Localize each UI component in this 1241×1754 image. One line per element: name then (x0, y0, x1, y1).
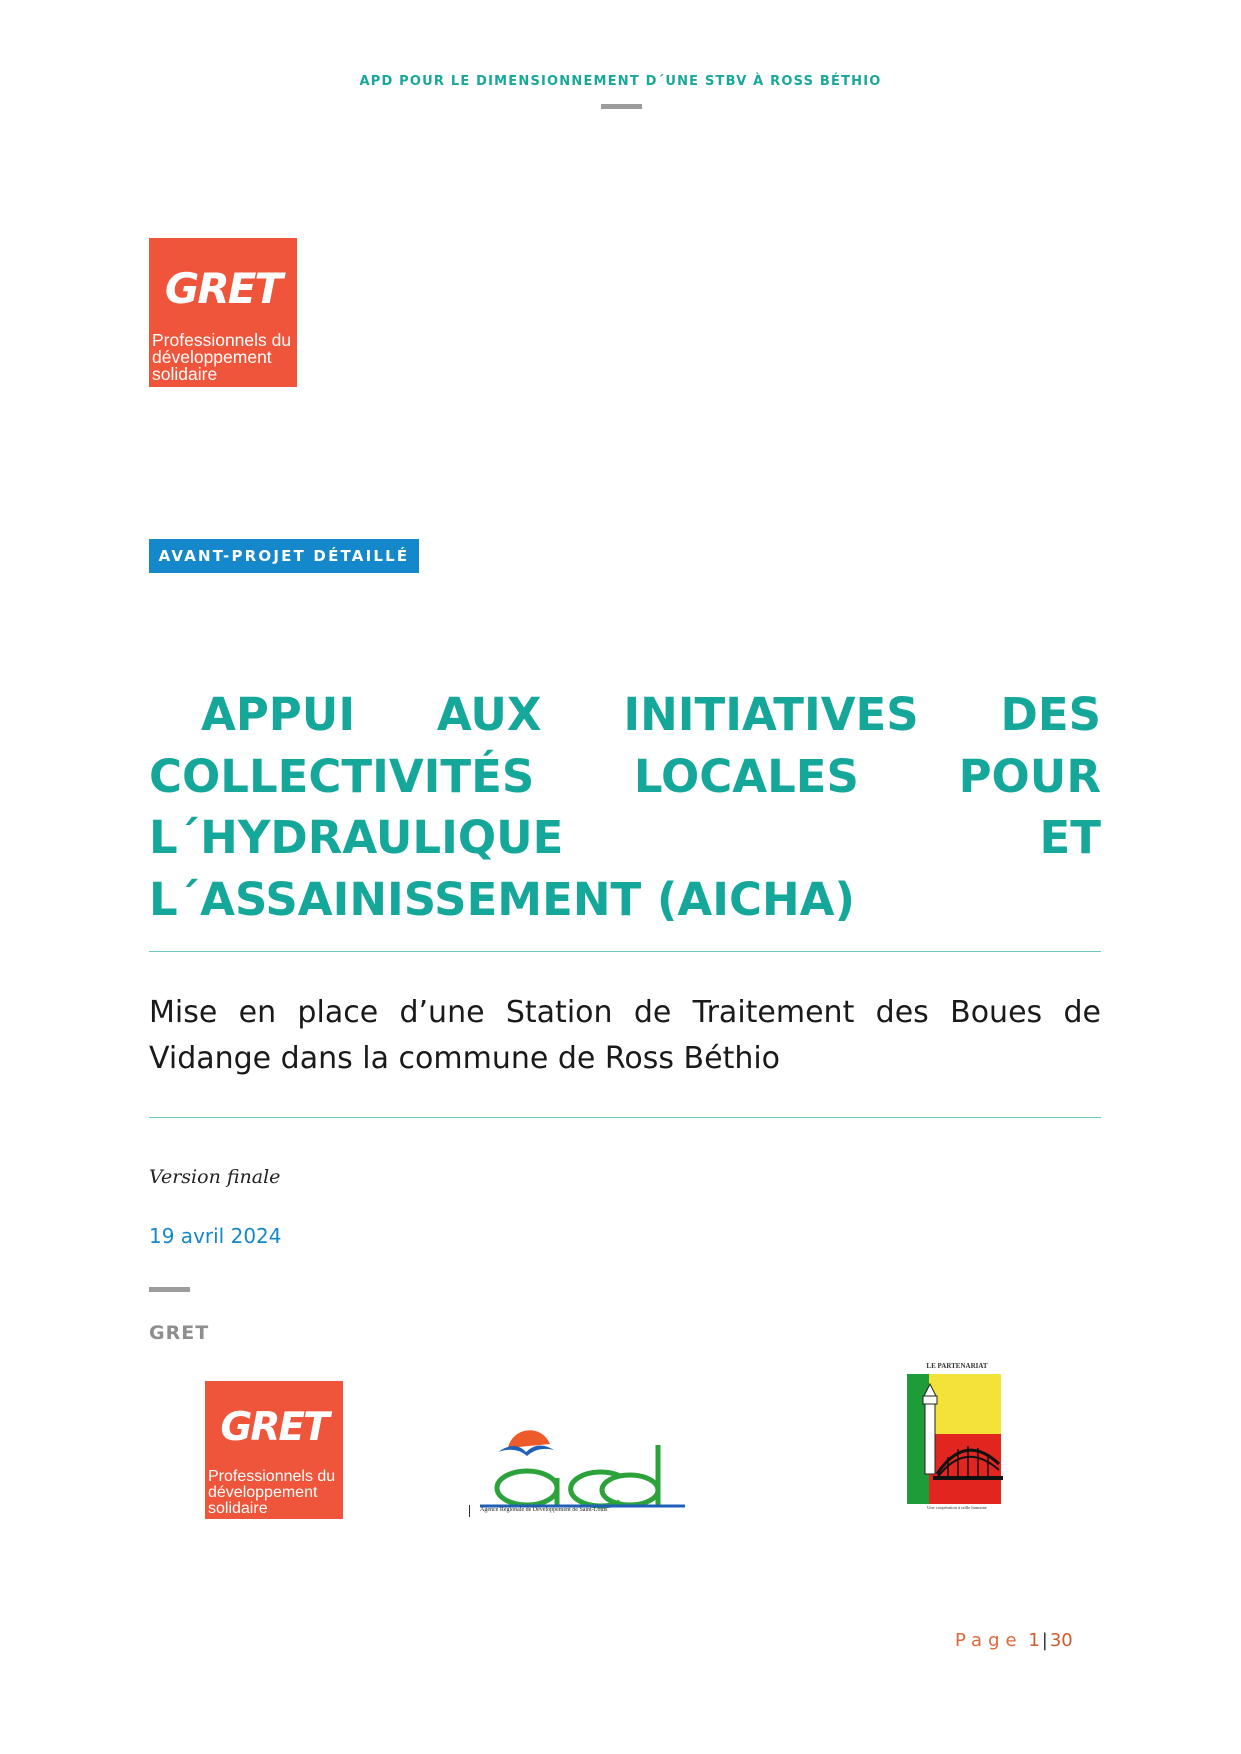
page-separator: | (1041, 1630, 1048, 1651)
page-footer (955, 1630, 1073, 1651)
partnership-title: LE PARTENARIAT (926, 1362, 988, 1370)
version-text: Version finale (149, 1166, 281, 1188)
organization-divider (149, 1287, 190, 1292)
ard-caption: Agence Régionale de Développement de Saint-Louis (480, 1507, 608, 1513)
document-date: 19 avril 2024 (149, 1224, 282, 1248)
partnership-emblem-icon (903, 1360, 1010, 1518)
gret-tagline-line: Professionnels du (208, 1468, 336, 1485)
gret-logo (149, 238, 297, 387)
subtitle-line: Mise en place d’une Station de Traitement des Boues de (149, 995, 1101, 1030)
title-line: COLLECTIVITÉS LOCALES POUR (149, 749, 1101, 803)
subtitle-line: Vidange dans la commune de Ross Béthio (149, 1041, 781, 1076)
gret-logo-small (205, 1381, 343, 1519)
header-divider (601, 104, 642, 109)
title-line: L´ASSAINISSEMENT (AICHA) (149, 872, 856, 926)
ard-logo (470, 1410, 690, 1520)
subtitle-divider (149, 1117, 1101, 1118)
title-divider (149, 951, 1101, 952)
gret-tagline-line: solidaire (152, 364, 218, 384)
gret-wordmark: GRET (220, 1405, 328, 1450)
ard-emblem-icon (470, 1410, 690, 1510)
gret-tagline (208, 1469, 343, 1517)
gret-tagline-line: développement (152, 347, 272, 367)
gret-tagline-line: solidaire (208, 1500, 268, 1517)
partnership-logo (903, 1360, 1010, 1518)
partnership-caption: Une coopération à taille humaine (927, 1505, 987, 1510)
title-line: APPUI AUX INITIATIVES DES (201, 688, 1101, 741)
page-word: Page (955, 1630, 1023, 1651)
page-total: 30 (1049, 1630, 1073, 1651)
document-title (149, 684, 1101, 930)
document-type-label: AVANT-PROJET DÉTAILLÉ (149, 539, 419, 573)
title-line: L´HYDRAULIQUE ET (149, 811, 1101, 864)
stray-mark (469, 1505, 470, 1517)
gret-tagline-line: Professionnels du (152, 330, 292, 350)
page-number: 1 (1028, 1630, 1040, 1651)
document-subtitle (149, 990, 1101, 1082)
organization-name: GRET (149, 1322, 210, 1344)
running-header: APD POUR LE DIMENSIONNEMENT D´UNE STBV À ROSS BÉTHIO (359, 74, 882, 89)
gret-tagline-line: développement (208, 1484, 318, 1501)
gret-wordmark: GRET (164, 264, 282, 313)
gret-tagline (152, 332, 297, 383)
